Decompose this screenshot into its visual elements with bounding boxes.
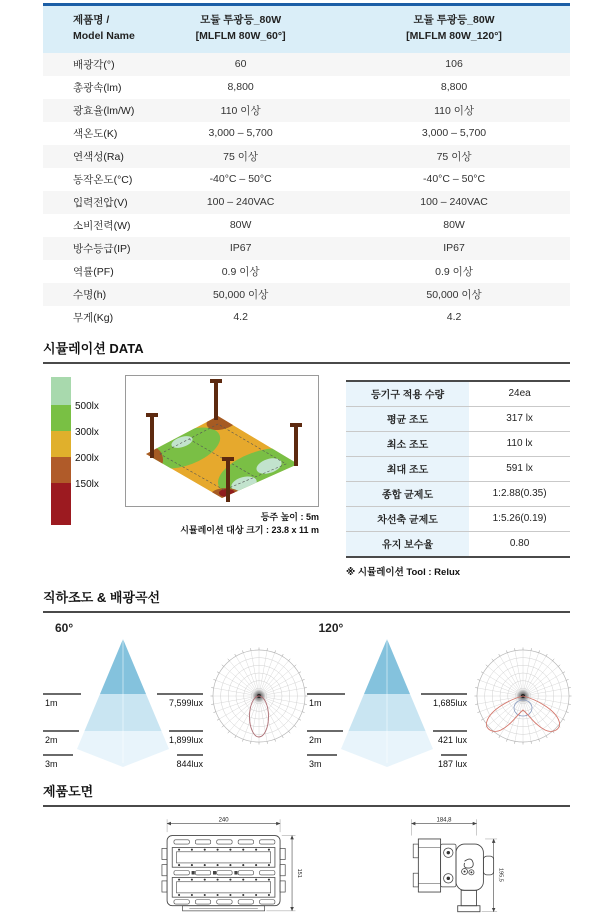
- table-row: [346, 482, 570, 507]
- section-title-simulation: 시뮬레이션 DATA: [43, 338, 570, 364]
- spec-value-60: -40°C – 50°C: [143, 173, 338, 185]
- distance-label: 3m: [45, 759, 58, 769]
- beam-block-120: [307, 621, 571, 771]
- spec-value-60: IP67: [143, 242, 338, 254]
- spec-row-label: 광효율(lm/W): [43, 103, 143, 118]
- distance-label: 2m: [309, 735, 322, 745]
- spec-row-label: 무게(Kg): [43, 310, 143, 325]
- sim-row-value: 24ea: [469, 388, 570, 399]
- legend-swatch: [51, 405, 71, 431]
- light-pole: [290, 423, 302, 466]
- beam-pyramid-120: [307, 637, 469, 771]
- spec-row-label: 연색성(Ra): [43, 149, 143, 164]
- sim-row-value: 110 lx: [469, 438, 570, 449]
- table-row: [43, 122, 570, 145]
- spec-value-60: 8,800: [143, 81, 338, 93]
- simulation-tool-note: ※ 시뮬레이션 Tool : Relux: [346, 564, 570, 578]
- spec-value-120: 75 이상: [338, 149, 570, 164]
- table-row: [43, 237, 570, 260]
- spec-value-60: 100 – 240VAC: [143, 196, 338, 208]
- spec-value-60: 75 이상: [143, 149, 338, 164]
- table-row: [43, 214, 570, 237]
- simulation-caption: [125, 511, 319, 539]
- table-row: [43, 306, 570, 329]
- sim-row-label: 차선축 균제도: [346, 507, 469, 531]
- table-row: [43, 76, 570, 99]
- spec-value-60: 110 이상: [143, 103, 338, 118]
- dimension-width-front: 240: [219, 817, 230, 823]
- sim-row-value: 317 lx: [469, 413, 570, 424]
- spec-value-60: 50,000 이상: [143, 287, 338, 302]
- sim-row-label: 최대 조도: [346, 457, 469, 481]
- spec-row-label: 소비전력(W): [43, 218, 143, 233]
- spec-row-label: 동작온도(°C): [43, 172, 143, 187]
- spec-table-body: [43, 53, 570, 329]
- model-code: [MLFLM 80W_120°]: [338, 29, 570, 45]
- spec-row-label: 역률(PF): [43, 264, 143, 279]
- spec-table-section: [43, 3, 570, 329]
- drawing-side-view: [401, 815, 517, 921]
- simulation-render-box: [125, 375, 319, 507]
- illuminance-legend: [43, 375, 105, 527]
- distance-label: 1m: [45, 698, 58, 708]
- model-name: 모듈 투광등_80W: [143, 13, 338, 29]
- spec-value-60: 80W: [143, 219, 338, 231]
- legend-label: 500lx: [75, 401, 99, 412]
- simulation-table-wrap: [346, 375, 570, 578]
- beam-section: [43, 587, 570, 771]
- lux-value: 844lux: [176, 759, 203, 769]
- spec-table-header: [43, 3, 570, 53]
- sim-row-value: 591 lx: [469, 463, 570, 474]
- beam-block-60: [43, 621, 307, 771]
- spec-value-60: 3,000 – 5,700: [143, 127, 338, 139]
- sim-row-label: 유지 보수율: [346, 532, 469, 556]
- spec-value-120: 4.2: [338, 311, 570, 323]
- sim-row-value: 1:2.88(0.35): [469, 488, 570, 499]
- lux-value: 1,685lux: [432, 698, 467, 708]
- simulation-section: [43, 338, 570, 578]
- spec-row-label: 방수등급(IP): [43, 241, 143, 256]
- section-title-beam: 직하조도 & 배광곡선: [43, 587, 570, 613]
- spec-row-label: 색온도(K): [43, 126, 143, 141]
- table-row: [346, 382, 570, 407]
- model-name: 모듈 투광등_80W: [338, 13, 570, 29]
- spec-row-label: 총광속(lm): [43, 80, 143, 95]
- distance-label: 3m: [309, 759, 322, 769]
- spec-header-model-60: [143, 13, 338, 45]
- table-row: [43, 168, 570, 191]
- legend-swatch: [51, 377, 71, 405]
- table-row: [346, 507, 570, 532]
- legend-label: 300lx: [75, 427, 99, 438]
- spec-header-label-line2: Model Name: [73, 29, 143, 45]
- table-row: [346, 432, 570, 457]
- spec-value-120: 50,000 이상: [338, 287, 570, 302]
- drawings-section: [43, 781, 570, 921]
- model-code: [MLFLM 80W_60°]: [143, 29, 338, 45]
- field-surface: [141, 406, 304, 504]
- simulation-table: [346, 380, 570, 558]
- spec-value-60: 0.9 이상: [143, 264, 338, 279]
- spec-value-120: 106: [338, 58, 570, 70]
- lux-value: 1,899lux: [169, 735, 204, 745]
- spec-row-label: 배광각(°): [43, 57, 143, 72]
- spec-header-label: [43, 13, 143, 45]
- spec-value-120: 3,000 – 5,700: [338, 127, 570, 139]
- table-row: [43, 260, 570, 283]
- spec-row-label: 수명(h): [43, 287, 143, 302]
- table-row: [43, 283, 570, 306]
- legend-label: 200lx: [75, 453, 99, 464]
- sim-row-label: 등기구 적용 수량: [346, 382, 469, 406]
- light-pole: [210, 379, 222, 420]
- beam-pyramid-60: [43, 637, 205, 771]
- spec-value-120: 80W: [338, 219, 570, 231]
- spec-value-120: -40°C – 50°C: [338, 173, 570, 185]
- table-row: [43, 53, 570, 76]
- spec-row-label: 입력전압(V): [43, 195, 143, 210]
- section-title-drawings: 제품도면: [43, 781, 570, 807]
- dimension-height-front: 151: [296, 868, 302, 877]
- illuminance-field-render: [126, 376, 318, 506]
- lux-value: 421 lux: [437, 735, 467, 745]
- table-row: [346, 407, 570, 432]
- spec-value-120: 8,800: [338, 81, 570, 93]
- legend-label: 150lx: [75, 479, 99, 490]
- legend-swatch: [51, 483, 71, 525]
- spec-value-120: IP67: [338, 242, 570, 254]
- beam-angle-label: 60°: [55, 621, 307, 635]
- table-row: [346, 532, 570, 556]
- spec-value-60: 60: [143, 58, 338, 70]
- legend-swatch: [51, 431, 71, 457]
- legend-swatch: [51, 457, 71, 483]
- spec-value-60: 4.2: [143, 311, 338, 323]
- table-row: [43, 191, 570, 214]
- distance-label: 1m: [309, 698, 322, 708]
- spec-value-120: 0.9 이상: [338, 264, 570, 279]
- spec-value-120: 100 – 240VAC: [338, 196, 570, 208]
- dimension-width-side: 184,8: [437, 817, 453, 823]
- spec-header-model-120: [338, 13, 570, 45]
- sim-row-value: 1:5.26(0.19): [469, 513, 570, 524]
- drawing-front-view: [141, 815, 313, 921]
- simulation-figure: [125, 375, 319, 539]
- sim-row-label: 평균 조도: [346, 407, 469, 431]
- lux-value: 187 lux: [437, 759, 467, 769]
- spec-value-120: 110 이상: [338, 103, 570, 118]
- spec-header-label-line1: 제품명 /: [73, 13, 143, 29]
- polar-curve-60: [209, 637, 309, 757]
- table-row: [346, 457, 570, 482]
- target-size-caption: 시뮬레이션 대상 크기 : 23.8 x 11 m: [125, 524, 319, 538]
- pole-height-caption: 등주 높이 : 5m: [125, 511, 319, 525]
- sim-row-label: 종합 균제도: [346, 482, 469, 506]
- beam-angle-label: 120°: [319, 621, 571, 635]
- table-row: [43, 145, 570, 168]
- polar-curve-120: [473, 637, 573, 757]
- lux-value: 7,599lux: [169, 698, 204, 708]
- sim-row-value: 0.80: [469, 538, 570, 549]
- table-row: [43, 99, 570, 122]
- sim-row-label: 최소 조도: [346, 432, 469, 456]
- dimension-height-side: 195,5: [498, 867, 504, 881]
- distance-label: 2m: [45, 735, 58, 745]
